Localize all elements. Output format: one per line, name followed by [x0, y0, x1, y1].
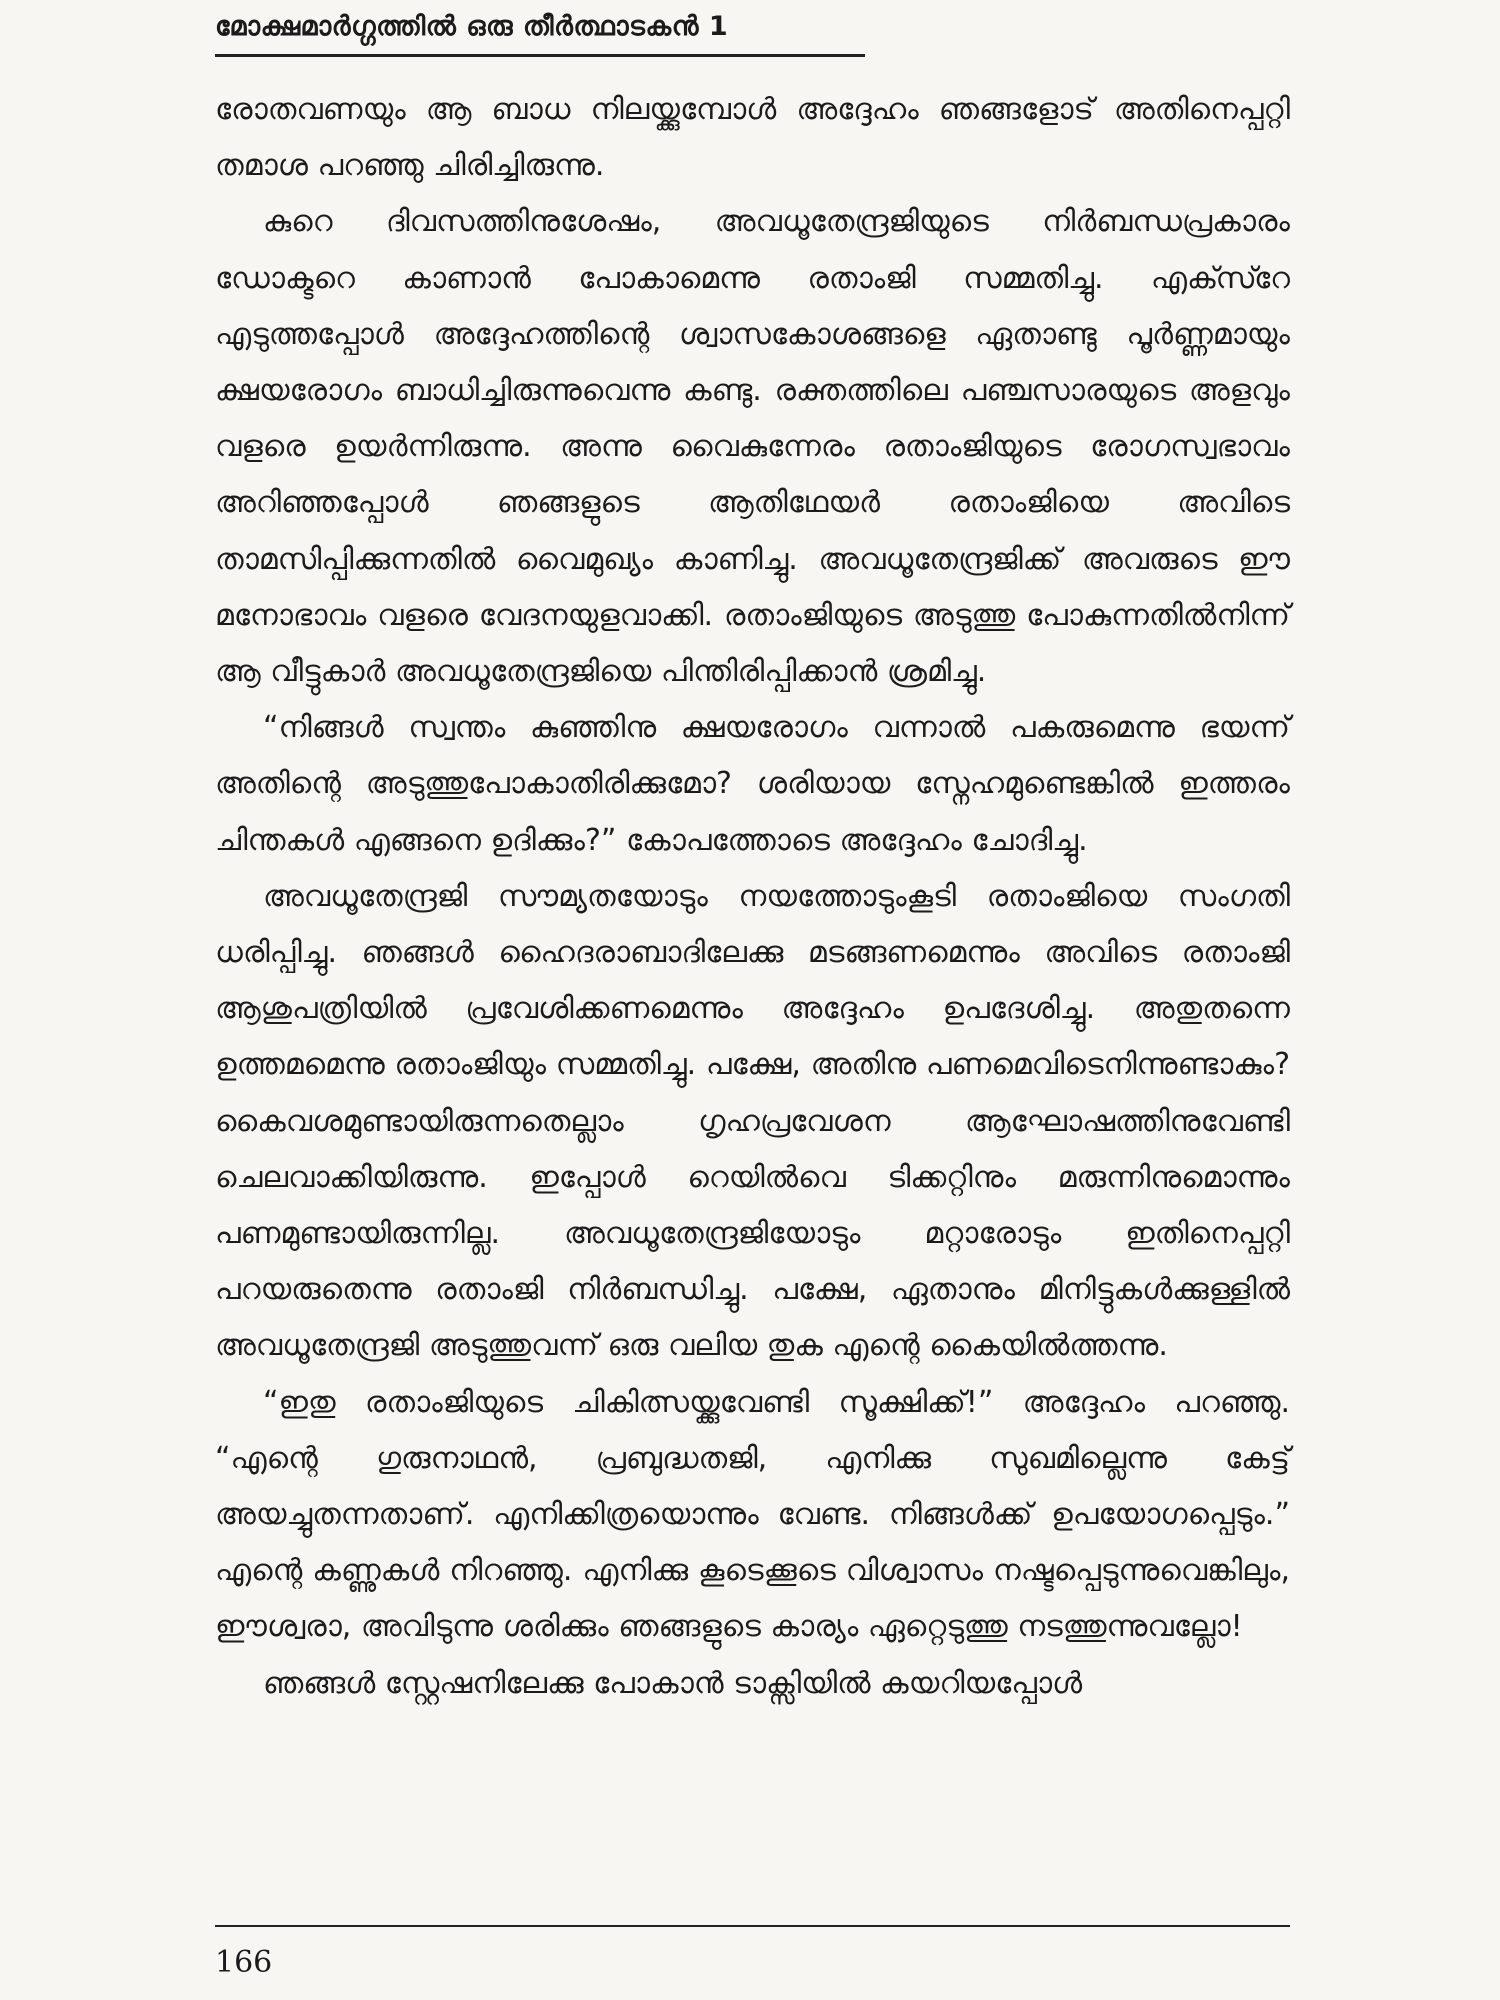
- body-text: [215, 82, 1290, 1712]
- footer-rule: [215, 1925, 1290, 1927]
- paragraph-continued: രോതവണയും ആ ബാധ നിലയ്ക്കുമ്പോൾ അദ്ദേഹം ഞങ്ങളോട് അതിനെപ്പറ്റി തമാശ പറഞ്ഞു ചിരിച്ചിരുന്നു.: [215, 92, 1290, 184]
- paragraph: “ഇതു രതാംജിയുടെ ചികിത്സയ്ക്കുവേണ്ടി സൂക്ഷിക്ക്!” അദ്ദേഹം പറഞ്ഞു. “എന്റെ ഗുരുനാഥൻ, പ്രബുദ്ധതജി, എനിക്കു സുഖമില്ലെന്നു കേട്ട് അയച്ചുതന്നതാണ്. എനിക്കിത്രയൊന്നും വേണ്ട. നിങ്ങൾക്ക് ഉപയോഗപ്പെടും.” എന്റെ കണ്ണുകൾ നിറഞ്ഞു. എനിക്കു കൂടെക്കൂടെ വിശ്വാസം നഷ്ടപ്പെടുന്നുവെങ്കിലും, ഈശ്വരാ, അവിടുന്നു ശരിക്കും ഞങ്ങളുടെ കാര്യം ഏറ്റെടുത്തു നടത്തുന്നുവല്ലോ!: [215, 1384, 1290, 1645]
- paragraph: ഞങ്ങൾ സ്റ്റേഷനിലേക്കു പോകാൻ ടാക്സിയിൽ കയറിയപ്പോൾ: [263, 1665, 1083, 1701]
- page-number: 166: [215, 1945, 273, 1980]
- paragraph: “നിങ്ങൾ സ്വന്തം കുഞ്ഞിനു ക്ഷയരോഗം വന്നാൽ പകരുമെന്നു ഭയന്ന് അതിന്റെ അടുത്തുപോകാതിരിക്കുമോ? ശരിയായ സ്നേഹമുണ്ടെങ്കിൽ ഇത്തരം ചിന്തകൾ എങ്ങനെ ഉദിക്കും?” കോപത്തോടെ അദ്ദേഹം ചോദിച്ചു.: [215, 710, 1290, 858]
- header-rule: [215, 54, 865, 57]
- paragraph: അവധൂതേന്ദ്രജി സൗമ്യതയോടും നയത്തോടുംകൂടി രതാംജിയെ സംഗതി ധരിപ്പിച്ചു. ഞങ്ങൾ ഹൈദരാബാദിലേക്കു മടങ്ങണമെന്നും അവിടെ രതാംജി ആശുപത്രിയിൽ പ്രവേശിക്കണമെന്നും അദ്ദേഹം ഉപദേശിച്ചു. അതുതന്നെ ഉത്തമമെന്നു രതാംജിയും സമ്മതിച്ചു. പക്ഷേ, അതിനു പണമെവിടെനിന്നുണ്ടാകും? കൈവശമുണ്ടായിരുന്നതെല്ലാം ഗൃഹപ്രവേശന ആഘോഷത്തിനുവേണ്ടി ചെലവാക്കിയിരുന്നു. ഇപ്പോൾ റെയിൽവെ ടിക്കറ്റിനും മരുന്നിനുമൊന്നും പണമുണ്ടായിരുന്നില്ല. അവധൂതേന്ദ്രജിയോടും മറ്റാരോടും ഇതിനെപ്പറ്റി പറയരുതെന്നു രതാംജി നിർബന്ധിച്ചു. പക്ഷേ, ഏതാനും മിനിട്ടുകൾക്കുള്ളിൽ അവധൂതേന്ദ്രജി അടുത്തുവന്ന് ഒരു വലിയ തുക എന്റെ കൈയിൽത്തന്നു.: [215, 878, 1290, 1364]
- running-header-title: മോക്ഷമാർഗ്ഗത്തിൽ ഒരു തീർത്ഥാടകൻ 1: [215, 11, 729, 42]
- paragraph: കുറെ ദിവസത്തിനുശേഷം, അവധൂതേന്ദ്രജിയുടെ നിർബന്ധപ്രകാരം ഡോക്ടറെ കാണാൻ പോകാമെന്നു രതാംജി സമ്മതിച്ചു. എക്സ്റേ എടുത്തപ്പോൾ അദ്ദേഹത്തിന്റെ ശ്വാസകോശങ്ങളെ ഏതാണ്ടു പൂർണ്ണമായും ക്ഷയരോഗം ബാധിച്ചിരുന്നുവെന്നു കണ്ടു. രക്തത്തിലെ പഞ്ചസാരയുടെ അളവും വളരെ ഉയർന്നിരുന്നു. അന്നു വൈകുന്നേരം രതാംജിയുടെ രോഗസ്വഭാവം അറിഞ്ഞപ്പോൾ ഞങ്ങളുടെ ആതിഥേയർ രതാംജിയെ അവിടെ താമസിപ്പിക്കുന്നതിൽ വൈമുഖ്യം കാണിച്ചു. അവധൂതേന്ദ്രജിക്ക് അവരുടെ ഈ മനോഭാവം വളരെ വേദനയുളവാക്കി. രതാംജിയുടെ അടുത്തു പോകുന്നതിൽനിന്ന് ആ വീട്ടുകാർ അവധൂതേന്ദ്രജിയെ പിന്തിരിപ്പിക്കാൻ ശ്രമിച്ചു.: [215, 204, 1290, 690]
